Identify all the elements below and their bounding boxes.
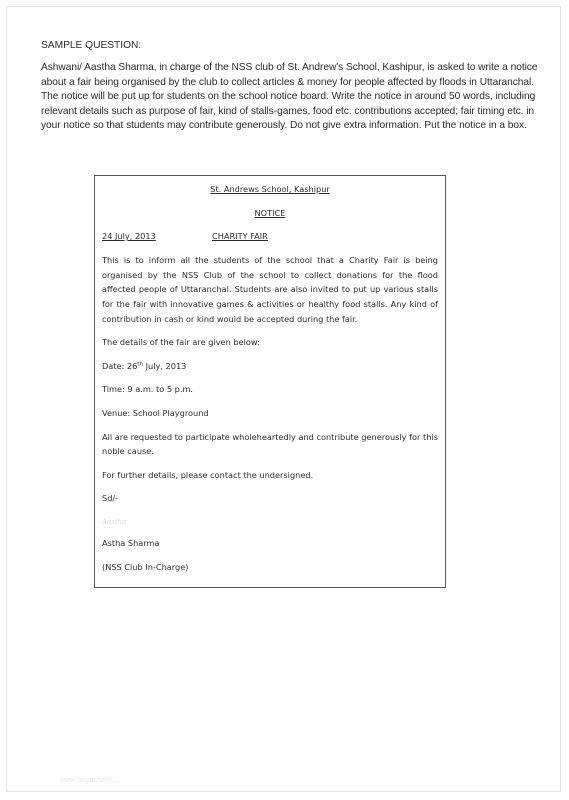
appeal-paragraph: All are requested to participate wholeheartedly and contribute generously for this noble cause. (102, 431, 438, 457)
fair-date-ordinal: th (137, 361, 144, 368)
details-intro: The details of the fair are given below: (102, 337, 260, 348)
notice-box (94, 175, 446, 588)
notice-content (102, 182, 438, 583)
sd-mark: Sd/- (102, 493, 119, 504)
fair-date (102, 359, 438, 374)
signature: Aastha (102, 517, 127, 526)
fair-venue: Venue: School Playground (102, 407, 209, 418)
fair-time: Time: 9 a.m. to 5 p.m. (102, 384, 194, 395)
question-title: SAMPLE QUESTION: (41, 40, 142, 51)
signatory-name: Astha Sharma (102, 537, 160, 548)
notice-subject: CHARITY FAIR (212, 231, 268, 242)
watermark: www.hvgasheet.... (60, 777, 121, 784)
date-subject-row (102, 229, 438, 244)
notice-paragraph: This is to inform all the students of the school that a Charity Fair is being organised by the NSS Club of the school to collect donations for the flood affected people of Uttaranchal. Students are also invited to put up various stalls for the fair with innovative games & activities or healthy food stalls. Any kind of contribution in cash or kind would be accepted during the fair. (102, 255, 438, 324)
signatory-designation: (NSS Club In-Charge) (102, 561, 189, 572)
fair-date-suffix: July, 2013 (143, 360, 187, 371)
contact-line: For further details, please contact the undersigned. (102, 469, 314, 480)
notice-heading: NOTICE (254, 207, 286, 218)
question-body: Ashwani/ Aastha Sharma, in charge of the NSS club of St. Andrew's School, Kashipur, is asked to write a notice about a fair being organised by the club to collect articles & money for people affected by floods in Uttaranchal. The notice will be put up for students on the school notice board. Write the notice in around 50 words, including relevant details such as purpose of fair, kind of stalls-games, food etc. contributions accepted; fair timing etc. in your notice so that students may contribute generously. Do not give extra information. Put the notice in a box. (41, 62, 538, 132)
fair-date-prefix: Date: 26 (102, 360, 138, 371)
notice-date: 24 July, 2013 (102, 231, 156, 242)
school-name: St. Andrews School, Kashipur (210, 184, 330, 194)
sample-question (41, 39, 546, 133)
